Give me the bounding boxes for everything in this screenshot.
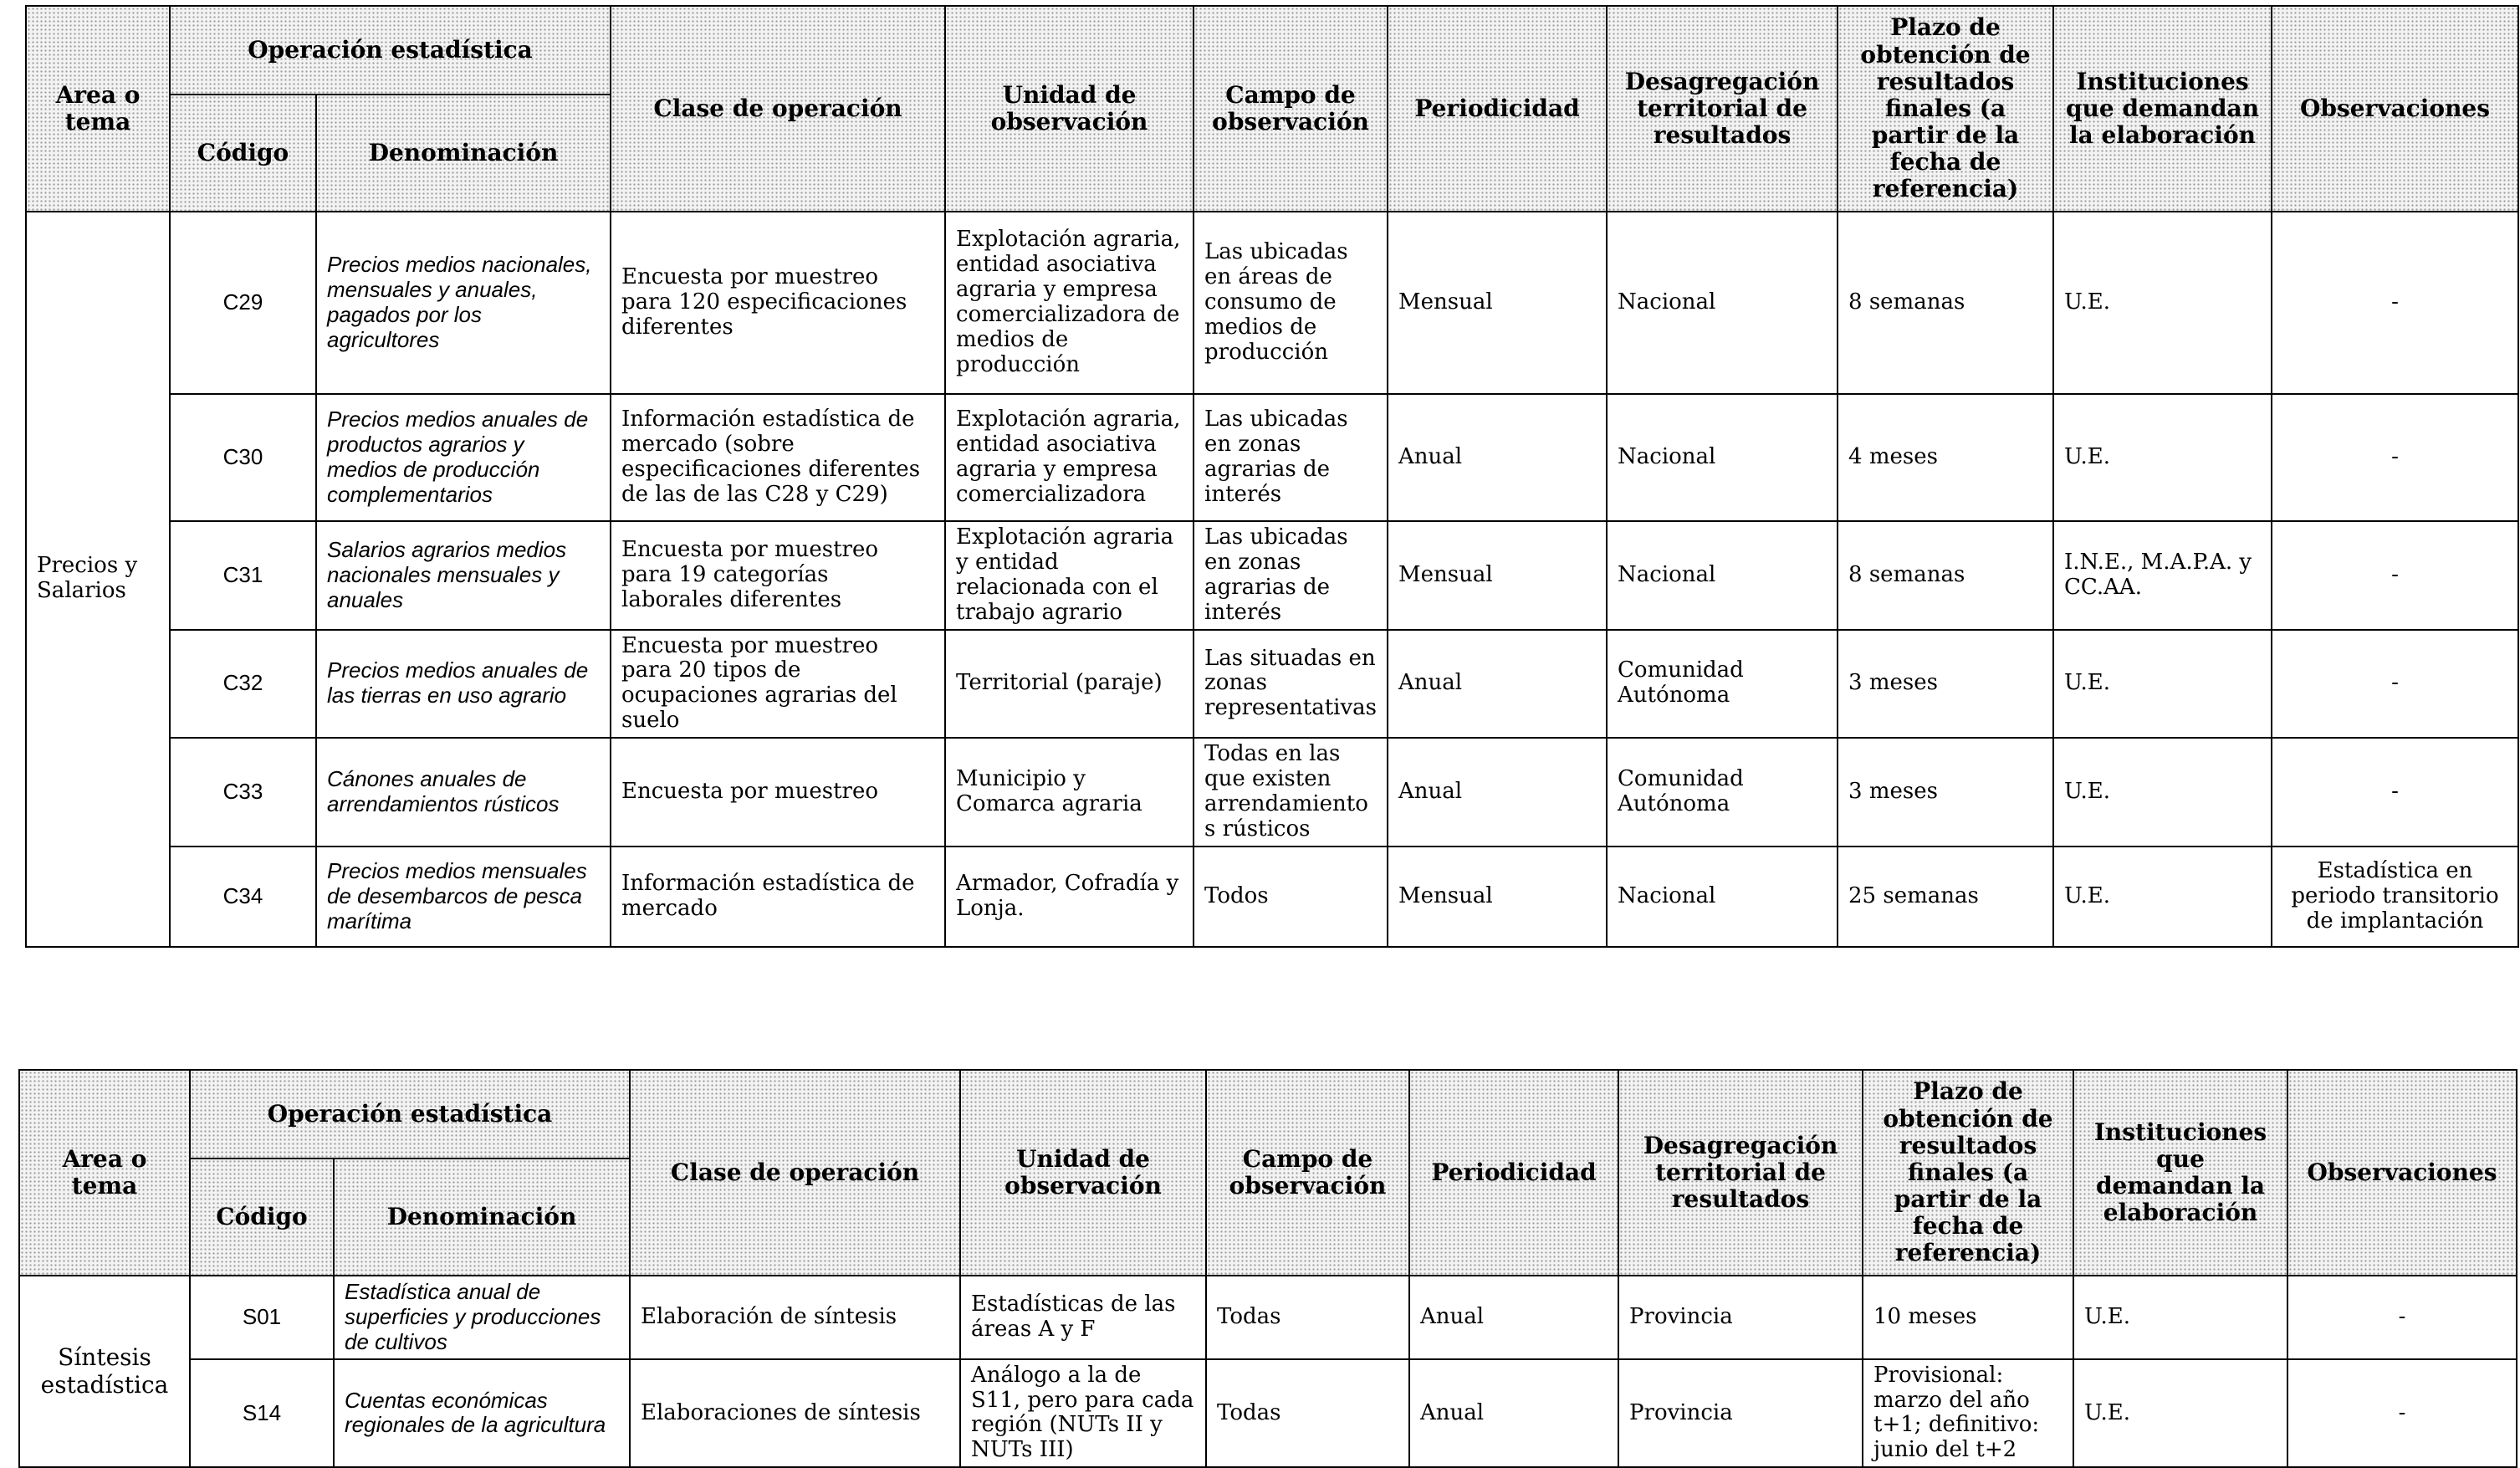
header-clase: Clase de operación xyxy=(611,6,945,212)
header-observaciones: Observaciones xyxy=(2272,6,2518,212)
header-instituciones: Instituciones que demandan la elaboración xyxy=(2053,6,2272,212)
campo-cell: Todos xyxy=(1194,847,1388,947)
periodicidad-cell: Mensual xyxy=(1388,521,1607,630)
campo-cell: Las ubicadas en áreas de consumo de medios de producción xyxy=(1194,212,1388,394)
code-cell: C29 xyxy=(170,212,316,394)
header-operacion: Operación estadística xyxy=(190,1070,630,1159)
desagregacion-cell: Comunidad Autónoma xyxy=(1607,738,1838,847)
periodicidad-cell: Mensual xyxy=(1388,847,1607,947)
table-row xyxy=(26,521,2518,630)
unidad-cell: Armador, Cofradía y Lonja. xyxy=(945,847,1194,947)
statistical-operations-table-prices xyxy=(25,5,2519,948)
header-plazo: Plazo de obtención de resultados finales (a partir de la fecha de referencia) xyxy=(1863,1070,2073,1276)
clase-cell: Elaboración de síntesis xyxy=(630,1276,960,1359)
plazo-cell: 3 meses xyxy=(1838,738,2053,847)
header-campo: Campo de observación xyxy=(1194,6,1388,212)
desagregacion-cell: Nacional xyxy=(1607,847,1838,947)
observaciones-cell: - xyxy=(2272,394,2518,521)
plazo-cell: 3 meses xyxy=(1838,630,2053,739)
clase-cell: Encuesta por muestreo para 20 tipos de ocupaciones agrarias del suelo xyxy=(611,630,945,739)
plazo-cell: 8 semanas xyxy=(1838,212,2053,394)
campo-cell: Las situadas en zonas representativas xyxy=(1194,630,1388,739)
plazo-cell: 4 meses xyxy=(1838,394,2053,521)
periodicidad-cell: Anual xyxy=(1388,394,1607,521)
periodicidad-cell: Anual xyxy=(1388,738,1607,847)
unidad-cell: Análogo a la de S11, pero para cada región (NUTs II y NUTs III) xyxy=(960,1359,1206,1468)
table-row xyxy=(26,847,2518,947)
observaciones-cell: - xyxy=(2272,738,2518,847)
header-plazo: Plazo de obtención de resultados finales (a partir de la fecha de referencia) xyxy=(1838,6,2053,212)
observaciones-cell: - xyxy=(2272,630,2518,739)
header-area: Area o tema xyxy=(26,6,170,212)
campo-cell: Las ubicadas en zonas agrarias de interés xyxy=(1194,521,1388,630)
instituciones-cell: U.E. xyxy=(2053,847,2272,947)
campo-cell: Todas xyxy=(1206,1359,1409,1468)
clase-cell: Información estadística de mercado (sobre especificaciones diferentes de las de las C28 y C29) xyxy=(611,394,945,521)
unidad-cell: Municipio y Comarca agraria xyxy=(945,738,1194,847)
campo-cell: Las ubicadas en zonas agrarias de interés xyxy=(1194,394,1388,521)
header-unidad: Unidad de observación xyxy=(960,1070,1206,1276)
observaciones-cell: - xyxy=(2272,521,2518,630)
header-campo: Campo de observación xyxy=(1206,1070,1409,1276)
denominacion-cell: Salarios agrarios medios nacionales mensuales y anuales xyxy=(316,521,611,630)
code-cell: S01 xyxy=(190,1276,334,1359)
code-cell: S14 xyxy=(190,1359,334,1468)
periodicidad-cell: Anual xyxy=(1409,1276,1618,1359)
desagregacion-cell: Provincia xyxy=(1618,1359,1863,1468)
denominacion-cell: Precios medios anuales de las tierras en uso agrario xyxy=(316,630,611,739)
clase-cell: Elaboraciones de síntesis xyxy=(630,1359,960,1468)
observaciones-cell: Estadística en periodo transitorio de implantación xyxy=(2272,847,2518,947)
table-row xyxy=(26,212,2518,394)
header-instituciones: Instituciones que demandan la elaboración xyxy=(2073,1070,2287,1276)
desagregacion-cell: Comunidad Autónoma xyxy=(1607,630,1838,739)
statistical-operations-table-synthesis xyxy=(18,1069,2517,1468)
desagregacion-cell: Provincia xyxy=(1618,1276,1863,1359)
header-unidad: Unidad de observación xyxy=(945,6,1194,212)
instituciones-cell: U.E. xyxy=(2053,630,2272,739)
instituciones-cell: U.E. xyxy=(2053,212,2272,394)
instituciones-cell: U.E. xyxy=(2073,1359,2287,1468)
clase-cell: Encuesta por muestreo para 120 especificaciones diferentes xyxy=(611,212,945,394)
observaciones-cell: - xyxy=(2272,212,2518,394)
unidad-cell: Explotación agraria, entidad asociativa agraria y empresa comercializadora de medios de producción xyxy=(945,212,1194,394)
campo-cell: Todas xyxy=(1206,1276,1409,1359)
clase-cell: Encuesta por muestreo para 19 categorías laborales diferentes xyxy=(611,521,945,630)
header-codigo: Código xyxy=(190,1159,334,1276)
denominacion-cell: Precios medios anuales de productos agrarios y medios de producción complementarios xyxy=(316,394,611,521)
instituciones-cell: I.N.E., M.A.P.A. y CC.AA. xyxy=(2053,521,2272,630)
plazo-cell: 8 semanas xyxy=(1838,521,2053,630)
table-row xyxy=(19,1359,2517,1468)
header-denominacion: Denominación xyxy=(334,1159,630,1276)
desagregacion-cell: Nacional xyxy=(1607,521,1838,630)
header-codigo: Código xyxy=(170,95,316,212)
periodicidad-cell: Anual xyxy=(1388,630,1607,739)
denominacion-cell: Cuentas económicas regionales de la agricultura xyxy=(334,1359,630,1468)
denominacion-cell: Precios medios nacionales, mensuales y anuales, pagados por los agricultores xyxy=(316,212,611,394)
header-operacion: Operación estadística xyxy=(170,6,611,95)
header-denominacion: Denominación xyxy=(316,95,611,212)
header-periodicidad: Periodicidad xyxy=(1409,1070,1618,1276)
unidad-cell: Explotación agraria y entidad relacionada con el trabajo agrario xyxy=(945,521,1194,630)
clase-cell: Información estadística de mercado xyxy=(611,847,945,947)
campo-cell: Todas en las que existen arrendamiento s rústicos xyxy=(1194,738,1388,847)
header-clase: Clase de operación xyxy=(630,1070,960,1276)
instituciones-cell: U.E. xyxy=(2053,738,2272,847)
table-row xyxy=(26,738,2518,847)
denominacion-cell: Precios medios mensuales de desembarcos de pesca marítima xyxy=(316,847,611,947)
area-cell: Precios y Salarios xyxy=(26,212,170,947)
periodicidad-cell: Mensual xyxy=(1388,212,1607,394)
code-cell: C33 xyxy=(170,738,316,847)
code-cell: C32 xyxy=(170,630,316,739)
area-cell: Síntesis estadística xyxy=(19,1276,190,1467)
instituciones-cell: U.E. xyxy=(2073,1276,2287,1359)
code-cell: C34 xyxy=(170,847,316,947)
clase-cell: Encuesta por muestreo xyxy=(611,738,945,847)
denominacion-cell: Estadística anual de superficies y producciones de cultivos xyxy=(334,1276,630,1359)
header-periodicidad: Periodicidad xyxy=(1388,6,1607,212)
header-area: Area o tema xyxy=(19,1070,190,1276)
unidad-cell: Territorial (paraje) xyxy=(945,630,1194,739)
plazo-cell: Provisional: marzo del año t+1; definitivo: junio del t+2 xyxy=(1863,1359,2073,1468)
denominacion-cell: Cánones anuales de arrendamientos rústicos xyxy=(316,738,611,847)
header-desagregacion: Desagregación territorial de resultados xyxy=(1618,1070,1863,1276)
desagregacion-cell: Nacional xyxy=(1607,212,1838,394)
observaciones-cell: - xyxy=(2287,1359,2517,1468)
desagregacion-cell: Nacional xyxy=(1607,394,1838,521)
periodicidad-cell: Anual xyxy=(1409,1359,1618,1468)
table-row xyxy=(26,394,2518,521)
observaciones-cell: - xyxy=(2287,1276,2517,1359)
table-row xyxy=(26,630,2518,739)
plazo-cell: 25 semanas xyxy=(1838,847,2053,947)
header-observaciones: Observaciones xyxy=(2287,1070,2517,1276)
instituciones-cell: U.E. xyxy=(2053,394,2272,521)
header-desagregacion: Desagregación territorial de resultados xyxy=(1607,6,1838,212)
plazo-cell: 10 meses xyxy=(1863,1276,2073,1359)
table-row xyxy=(19,1276,2517,1359)
unidad-cell: Explotación agraria, entidad asociativa agraria y empresa comercializadora xyxy=(945,394,1194,521)
code-cell: C31 xyxy=(170,521,316,630)
code-cell: C30 xyxy=(170,394,316,521)
unidad-cell: Estadísticas de las áreas A y F xyxy=(960,1276,1206,1359)
